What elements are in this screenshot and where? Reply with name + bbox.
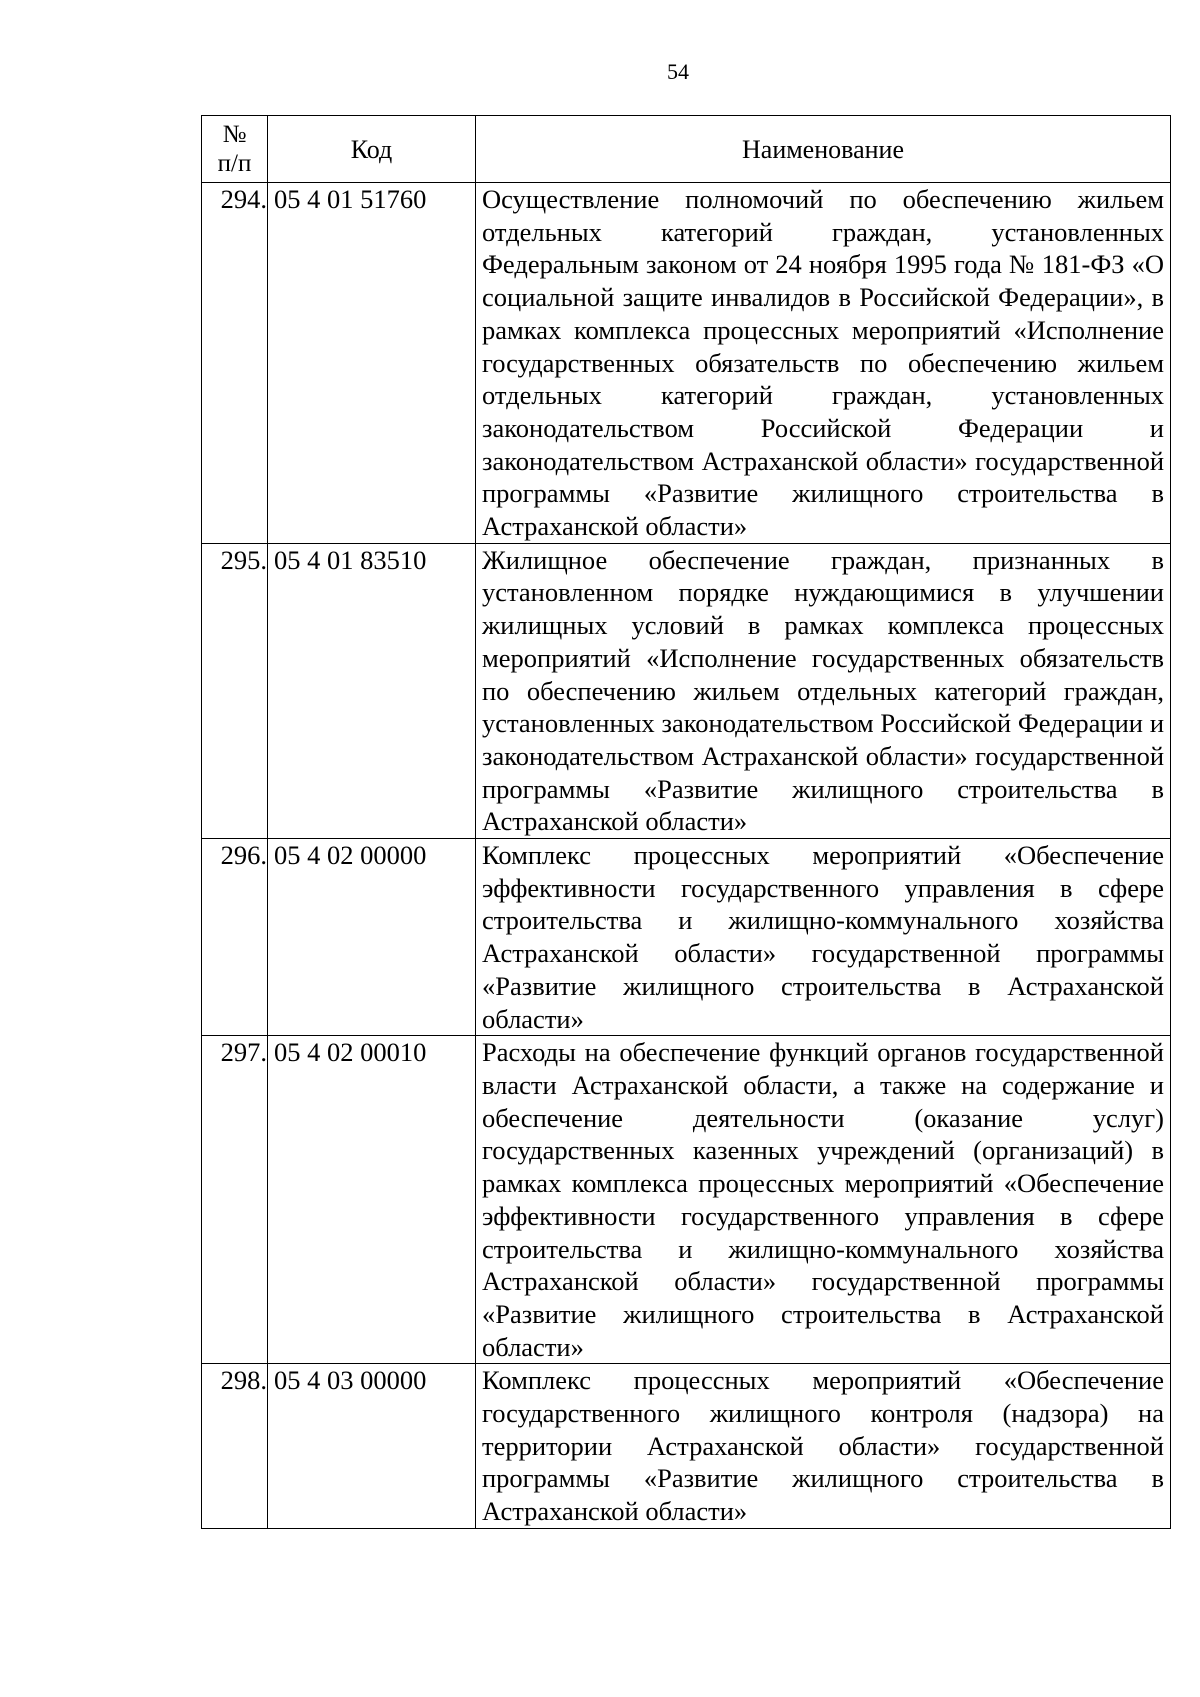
row-name-text: Комплекс процессных мероприятий «Обеспечение эффективности государственного управления в сфере строительства и жилищно-коммунального хозяйства Астраханской области» государственной программы «Развитие жилищного строительства в Астраханской области»: [482, 840, 1164, 1034]
budget-code-table: [201, 115, 1171, 1529]
row-name-text: Расходы на обеспечение функций органов государственной власти Астраханской области, а также на содержание и обеспечение деятельности (оказание услуг) государственных казенных учреждений (организаций) в рамках комплекса процессных мероприятий «Обеспечение эффективности государственного управления в сфере строительства и жилищно-коммунального хозяйства Астраханской области» государственной программы «Развитие жилищного строительства в Астраханской области»: [482, 1037, 1164, 1362]
row-name-text: Осуществление полномочий по обеспечению жильем отдельных категорий граждан, установленных Федеральным законом от 24 ноября 1995 года № 181-ФЗ «О социальной защите инвалидов в Российской Федерации», в рамках комплекса процессных мероприятий «Исполнение государственных обязательств по обеспечению жильем отдельных категорий граждан, установленных законодательством Российской Федерации и законодательством Астраханской области» государственной программы «Развитие жилищного строительства в Астраханской области»: [482, 184, 1164, 542]
header-name: Наименование: [476, 116, 1171, 183]
table-row: [202, 1364, 1171, 1529]
row-number: 297.: [202, 1036, 268, 1364]
header-number-abbrev: п/п: [217, 150, 252, 177]
page-number: 54: [667, 59, 689, 84]
table-header-row: [202, 116, 1171, 183]
table-row: [202, 839, 1171, 1036]
table-row: [202, 1036, 1171, 1364]
header-number: [202, 116, 268, 183]
row-name: [476, 183, 1171, 544]
header-code: Код: [268, 116, 476, 183]
row-name: [476, 839, 1171, 1036]
row-code: 05 4 03 00000: [268, 1364, 476, 1529]
row-number: 295.: [202, 543, 268, 838]
table-row: [202, 183, 1171, 544]
row-name-text: Комплекс процессных мероприятий «Обеспечение государственного жилищного контроля (надзора) на территории Астраханской области» государственной программы «Развитие жилищного строительства в Астраханской области»: [482, 1365, 1164, 1527]
row-code: 05 4 01 51760: [268, 183, 476, 544]
header-number-symbol: №: [222, 121, 247, 148]
row-name: [476, 1036, 1171, 1364]
row-name: [476, 543, 1171, 838]
row-number: 298.: [202, 1364, 268, 1529]
row-code: 05 4 01 83510: [268, 543, 476, 838]
row-name: [476, 1364, 1171, 1529]
row-number: 294.: [202, 183, 268, 544]
row-code: 05 4 02 00000: [268, 839, 476, 1036]
table-row: [202, 543, 1171, 838]
row-code: 05 4 02 00010: [268, 1036, 476, 1364]
row-name-text: Жилищное обеспечение граждан, признанных в установленном порядке нуждающимися в улучшении жилищных условий в рамках комплекса процессных мероприятий «Исполнение государственных обязательств по обеспечению жильем отдельных категорий граждан, установленных законодательством Российской Федерации и законодательством Астраханской области» государственной программы «Развитие жилищного строительства в Астраханской области»: [482, 544, 1164, 837]
row-number: 296.: [202, 839, 268, 1036]
